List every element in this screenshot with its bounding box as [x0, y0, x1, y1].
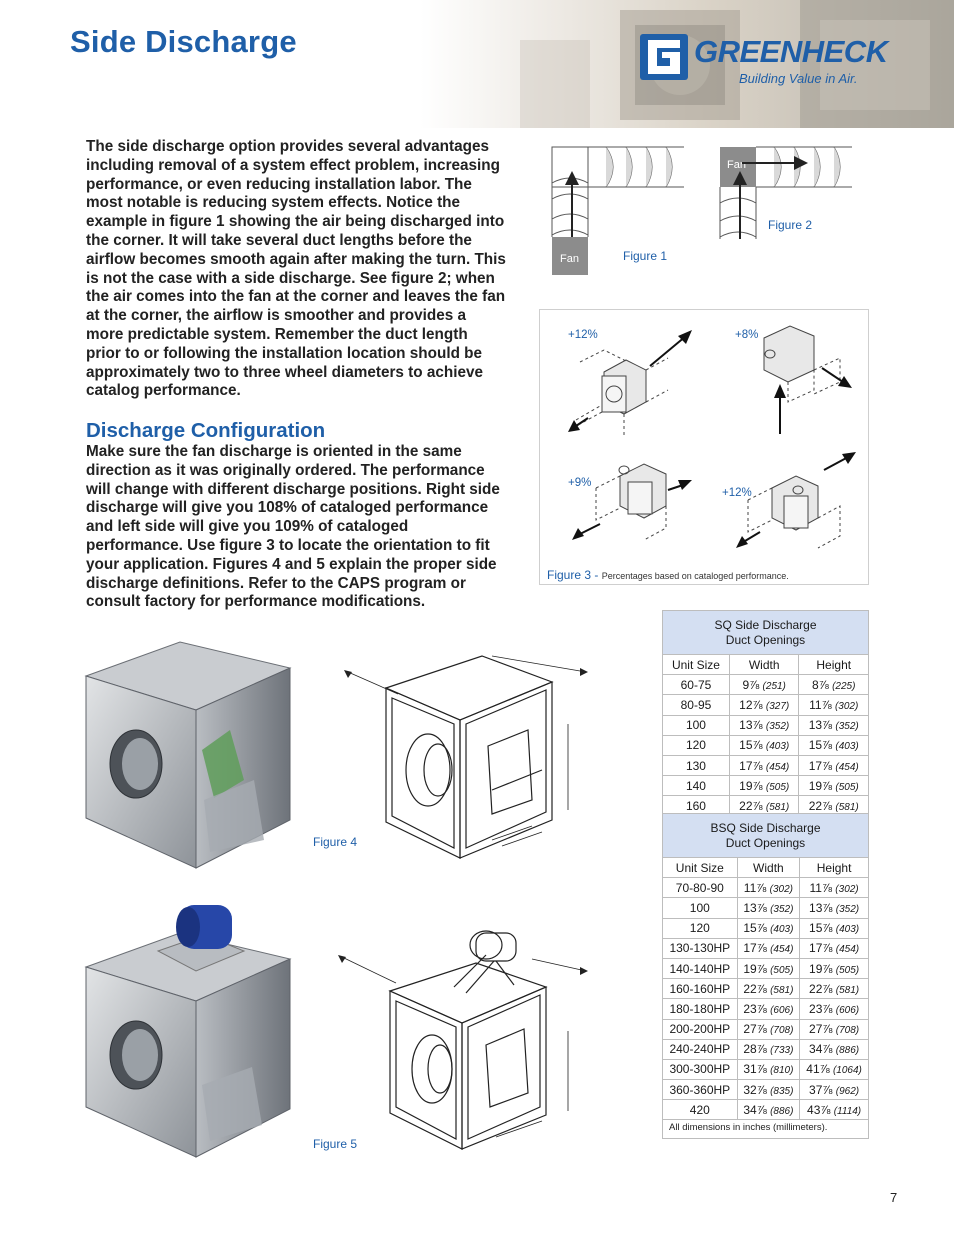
height-mm: (962) — [835, 1085, 860, 1097]
unit-size-value: 360-360HP — [669, 1082, 731, 1097]
figure-3-label-bottom-right: +12% — [722, 487, 752, 499]
unit-size-value: 140 — [685, 778, 706, 793]
height-cell — [800, 1059, 869, 1079]
sq-table-title-line1: SQ Side Discharge — [714, 617, 817, 632]
height-cell — [799, 675, 869, 695]
width-inches: 34⅞ — [743, 1102, 767, 1117]
unit-size-cell — [663, 675, 730, 695]
logo-tagline: Building Value in Air. — [739, 71, 858, 86]
height-mm: (1114) — [833, 1105, 862, 1117]
width-inches: 12⅞ — [739, 697, 763, 712]
unit-size-value: 160-160HP — [669, 981, 731, 996]
width-cell — [737, 918, 800, 938]
width-mm: (581) — [765, 801, 790, 813]
height-cell — [800, 958, 869, 978]
width-cell — [737, 1080, 800, 1100]
figure-4-photo — [84, 640, 294, 870]
intro-paragraph: The side discharge option provides several advantages including removal of a system effect problem, increasing performance, or even reducing installation labor. The most notable is reducing system effects. Notice the example in figure 1 showing the air being discharged into the corner. It will take several duct lengths before the airflow becomes smooth again after making the turn. This is not the case with a side discharge. See figure 2; when the air comes into the fan at the corner and leaves the fan at the corner, the airflow is smoother and provides a more predictable system. Remember the duct length prior to or following the installation location should be approximately two to three wheel diameters to achieve catalog performance. — [86, 138, 506, 400]
height-mm: (302) — [834, 700, 859, 712]
height-mm: (505) — [835, 964, 860, 976]
width-mm: (810) — [770, 1065, 794, 1077]
bsq-col-unit-size: Unit Size — [663, 858, 738, 878]
sq-table-body — [663, 675, 869, 816]
width-inches: 13⅞ — [743, 900, 767, 915]
figure-5-photo — [84, 895, 294, 1160]
sq-duct-openings-table — [662, 610, 869, 817]
height-cell — [799, 776, 869, 796]
sq-table-title-line2: Duct Openings — [725, 632, 806, 647]
unit-size-cell — [663, 918, 738, 938]
sq-col-width: Width — [729, 655, 799, 675]
height-cell — [800, 898, 869, 918]
figure-3-label-top-right: +8% — [735, 329, 759, 341]
height-inches: 19⅞ — [808, 778, 833, 793]
height-cell — [799, 715, 869, 735]
width-mm: (886) — [770, 1105, 794, 1117]
width-inches: 17⅞ — [739, 758, 763, 773]
unit-size-cell — [663, 999, 738, 1019]
unit-size-cell — [663, 695, 730, 715]
discharge-configuration-heading: Discharge Configuration — [86, 419, 326, 442]
height-mm: (454) — [835, 944, 860, 956]
bsq-table-title-line1: BSQ Side Discharge — [710, 820, 821, 835]
width-mm: (352) — [770, 903, 794, 915]
table-row — [663, 695, 869, 715]
width-inches: 28⅞ — [743, 1042, 767, 1057]
table-row — [663, 1039, 869, 1059]
page-title: Side Discharge — [70, 24, 297, 59]
unit-size-cell — [663, 979, 738, 999]
greenheck-logo-mark-icon — [640, 34, 688, 80]
height-inches: 8⅞ — [812, 677, 829, 692]
table-row — [663, 735, 869, 755]
unit-size-value: 180-180HP — [669, 1001, 731, 1016]
width-inches: 9⅞ — [742, 677, 760, 692]
width-mm: (505) — [765, 781, 790, 793]
height-inches: 37⅞ — [809, 1082, 833, 1097]
sq-col-unit-size: Unit Size — [663, 655, 730, 675]
height-mm: (403) — [835, 741, 859, 753]
height-cell — [800, 938, 869, 958]
table-row — [663, 938, 869, 958]
unit-size-value: 200-200HP — [669, 1022, 731, 1037]
height-mm: (225) — [832, 680, 856, 692]
height-cell — [800, 1019, 869, 1039]
sq-table-title — [663, 611, 869, 655]
width-cell — [737, 878, 800, 898]
unit-size-value: 80-95 — [680, 697, 712, 712]
width-cell — [737, 999, 800, 1019]
width-cell — [729, 776, 799, 796]
width-inches: 15⅞ — [739, 738, 763, 753]
height-mm: (505) — [835, 781, 859, 793]
width-inches: 19⅞ — [739, 778, 763, 793]
width-mm: (251) — [762, 680, 786, 692]
height-mm: (352) — [835, 721, 859, 733]
width-inches: 22⅞ — [739, 798, 763, 813]
height-inches: 43⅞ — [807, 1102, 831, 1117]
width-inches: 19⅞ — [743, 961, 767, 976]
width-inches: 23⅞ — [743, 1001, 767, 1016]
bsq-table-body — [663, 878, 869, 1120]
table-row — [663, 1080, 869, 1100]
height-mm: (302) — [835, 883, 859, 895]
height-cell — [800, 1039, 869, 1059]
width-mm: (505) — [770, 964, 794, 976]
figure-5-line-drawing — [336, 925, 592, 1157]
figure-3-panel — [539, 309, 869, 585]
height-inches: 41⅞ — [806, 1062, 830, 1077]
height-inches: 34⅞ — [809, 1042, 833, 1057]
bsq-duct-openings-table — [662, 813, 869, 1120]
figure-5-caption: Figure 5 — [313, 1137, 358, 1151]
width-mm: (327) — [765, 700, 790, 712]
table-row — [663, 1059, 869, 1079]
figure-3-label-top-left: +12% — [568, 329, 598, 341]
table-row — [663, 918, 869, 938]
height-inches: 17⅞ — [809, 941, 833, 956]
sq-col-height: Height — [799, 655, 869, 675]
unit-size-cell — [663, 1019, 738, 1039]
unit-size-cell — [663, 1080, 738, 1100]
table-row — [663, 979, 869, 999]
height-cell — [800, 1100, 869, 1120]
width-cell — [737, 1019, 800, 1039]
height-inches: 19⅞ — [809, 961, 833, 976]
width-mm: (454) — [765, 761, 790, 773]
height-mm: (581) — [835, 801, 859, 813]
figure-3-label-bottom-left: +9% — [568, 477, 592, 489]
height-inches: 15⅞ — [809, 921, 833, 936]
width-inches: 22⅞ — [743, 981, 767, 996]
unit-size-value: 120 — [685, 738, 706, 753]
figure-4-line-drawing — [342, 650, 592, 865]
width-mm: (835) — [770, 1085, 794, 1097]
height-mm: (886) — [835, 1045, 860, 1057]
height-inches: 22⅞ — [808, 798, 833, 813]
width-cell — [737, 958, 800, 978]
width-inches: 13⅞ — [739, 718, 763, 733]
width-mm: (581) — [770, 984, 794, 996]
height-mm: (352) — [835, 903, 860, 915]
unit-size-value: 100 — [685, 718, 706, 733]
width-cell — [729, 695, 799, 715]
bsq-col-height: Height — [800, 858, 869, 878]
unit-size-cell — [663, 755, 730, 775]
width-cell — [729, 715, 799, 735]
height-inches: 13⅞ — [809, 900, 833, 915]
height-mm: (454) — [835, 761, 859, 773]
unit-size-cell — [663, 715, 730, 735]
table-row — [663, 675, 869, 695]
figure-3-note: Percentages based on cataloged performance. — [601, 571, 789, 581]
unit-size-value: 140-140HP — [669, 961, 731, 976]
unit-size-cell — [663, 776, 730, 796]
height-cell — [799, 695, 869, 715]
bsq-col-width: Width — [737, 858, 800, 878]
width-cell — [737, 1039, 800, 1059]
width-inches: 31⅞ — [743, 1062, 767, 1077]
height-inches: 22⅞ — [809, 981, 833, 996]
width-inches: 27⅞ — [743, 1022, 767, 1037]
unit-size-value: 120 — [689, 921, 710, 936]
height-inches: 13⅞ — [808, 718, 833, 733]
width-mm: (454) — [770, 944, 794, 956]
table-row — [663, 958, 869, 978]
unit-size-value: 420 — [689, 1102, 710, 1117]
table-row — [663, 898, 869, 918]
unit-size-cell — [663, 735, 730, 755]
figure-2-caption: Figure 2 — [768, 218, 813, 232]
width-cell — [737, 979, 800, 999]
height-mm: (581) — [835, 984, 860, 996]
logo-wordmark: GREENHECK — [694, 34, 888, 69]
bsq-table-title-line2: Duct Openings — [725, 835, 806, 850]
unit-size-cell — [663, 898, 738, 918]
height-inches: 11⅞ — [809, 880, 832, 895]
width-cell — [737, 1100, 800, 1120]
width-mm: (708) — [770, 1025, 794, 1037]
height-mm: (606) — [835, 1004, 860, 1016]
width-mm: (302) — [769, 883, 793, 895]
unit-size-value: 70-80-90 — [675, 880, 724, 895]
height-cell — [800, 878, 869, 898]
unit-size-value: 130-130HP — [669, 941, 731, 956]
unit-size-value: 240-240HP — [669, 1042, 731, 1057]
figure-3-diagram — [540, 310, 870, 560]
table-row — [663, 776, 869, 796]
width-mm: (403) — [770, 924, 794, 936]
width-cell — [729, 735, 799, 755]
table-row — [663, 755, 869, 775]
height-cell — [800, 1080, 869, 1100]
width-inches: 15⅞ — [743, 921, 767, 936]
height-cell — [799, 755, 869, 775]
unit-size-value: 60-75 — [680, 677, 712, 692]
width-mm: (606) — [770, 1004, 794, 1016]
height-inches: 27⅞ — [809, 1022, 833, 1037]
unit-size-cell — [663, 1039, 738, 1059]
unit-size-cell — [663, 1059, 738, 1079]
bsq-table-title — [663, 814, 869, 858]
width-inches: 17⅞ — [743, 941, 767, 956]
height-cell — [800, 918, 869, 938]
width-cell — [729, 675, 799, 695]
width-mm: (403) — [765, 741, 790, 753]
height-inches: 11⅞ — [809, 697, 832, 712]
table-row — [663, 1019, 869, 1039]
width-inches: 11⅞ — [743, 880, 767, 895]
height-mm: (708) — [835, 1025, 860, 1037]
unit-size-cell — [663, 1100, 738, 1120]
height-inches: 23⅞ — [809, 1001, 833, 1016]
figure-1-fan-label: Fan — [560, 253, 579, 265]
unit-size-cell — [663, 958, 738, 978]
configuration-paragraph: Make sure the fan discharge is oriented in the same direction as it was originally ordered. The performance will change with different discharge positions. Right side discharge will give you 108% of cataloged performance and left side will give you 109% of cataloged performance. Use figure 3 to locate the orientation to fit your application. Figures 4 and 5 explain the proper side discharge definitions. Refer to the CAPS program or consult factory for performance modifications. — [86, 443, 500, 611]
figure-2-fan-label: Fan — [727, 159, 746, 171]
page-number: 7 — [890, 1190, 898, 1205]
height-inches: 17⅞ — [808, 758, 833, 773]
height-cell — [800, 999, 869, 1019]
table-row — [663, 999, 869, 1019]
height-mm: (1064) — [832, 1065, 862, 1077]
width-cell — [737, 898, 800, 918]
height-cell — [799, 735, 869, 755]
width-cell — [729, 755, 799, 775]
unit-size-cell — [663, 878, 738, 898]
width-mm: (352) — [765, 721, 790, 733]
table-row — [663, 878, 869, 898]
height-cell — [800, 979, 869, 999]
width-inches: 32⅞ — [743, 1082, 767, 1097]
unit-size-value: 100 — [689, 900, 710, 915]
figure-4-caption: Figure 4 — [313, 835, 358, 849]
table-row — [663, 715, 869, 735]
unit-size-value: 300-300HP — [669, 1062, 731, 1077]
width-cell — [737, 938, 800, 958]
figure-1-caption: Figure 1 — [623, 249, 668, 263]
width-mm: (733) — [770, 1045, 794, 1057]
dimensions-note: All dimensions in inches (millimeters). — [662, 1118, 869, 1139]
width-cell — [737, 1059, 800, 1079]
height-inches: 15⅞ — [808, 738, 833, 753]
height-mm: (403) — [835, 924, 860, 936]
table-row — [663, 1100, 869, 1120]
greenheck-logo — [640, 34, 888, 90]
unit-size-value: 160 — [685, 798, 706, 813]
unit-size-cell — [663, 938, 738, 958]
unit-size-value: 130 — [685, 758, 706, 773]
figure-3-caption: Figure 3 - — [547, 568, 602, 582]
